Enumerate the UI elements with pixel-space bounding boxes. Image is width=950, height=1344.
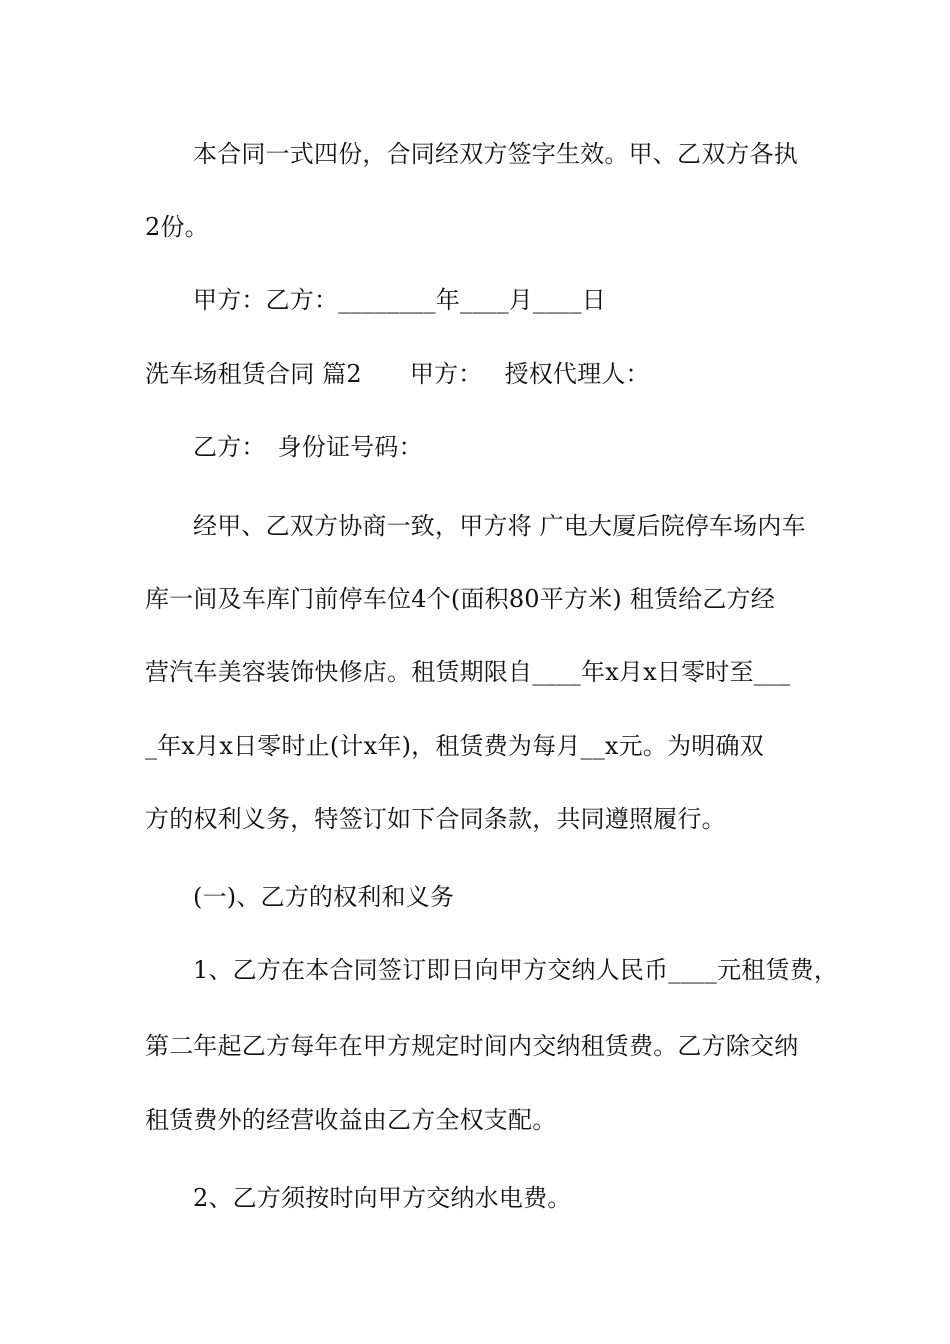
paragraph-line: 本合同一式四份，合同经双方签字生效。甲、乙双方各执 [193,140,798,168]
paragraph-line: 租赁费外的经营收益由乙方全权支配。 [145,1106,557,1134]
paragraph-line: 2份。 [145,213,209,241]
paragraph-line: 方的权利义务，特签订如下合同条款，共同遵照履行。 [145,805,726,833]
paragraph-line: _年x月x日零时止(计x年)，租赁费为每月__x元。为明确双 [145,732,764,760]
party-b-label: 乙方： [193,433,266,461]
section-heading-line [145,358,825,390]
party-b-line [193,431,873,463]
id-number-label: 身份证号码： [277,433,423,461]
paragraph-line: 库一间及车库门前停车位4个(面积80平方米) 租赁给乙方经 [145,585,775,613]
clause-heading: (一)、乙方的权利和义务 [193,883,455,911]
contract-title: 洗车场租赁合同 篇2 [145,360,362,388]
paragraph-line: 经甲、乙双方协商一致，甲方将 广电大厦后院停车场内车 [193,512,806,540]
party-a-label: 甲方： [409,360,483,388]
signature-date-line: 甲方：乙方：________年____月____日 [193,286,606,314]
paragraph-line: 营汽车美容装饰快修店。租赁期限自____年x月x日零时至___ [145,658,791,686]
paragraph-line: 第二年起乙方每年在甲方规定时间内交纳租赁费。乙方除交纳 [145,1032,799,1060]
paragraph-line: 2、乙方须按时向甲方交纳水电费。 [193,1184,572,1212]
authorized-agent-label: 授权代理人： [504,360,650,388]
paragraph-line: 1、乙方在本合同签订即日向甲方交纳人民币____元租赁费， [193,956,839,984]
